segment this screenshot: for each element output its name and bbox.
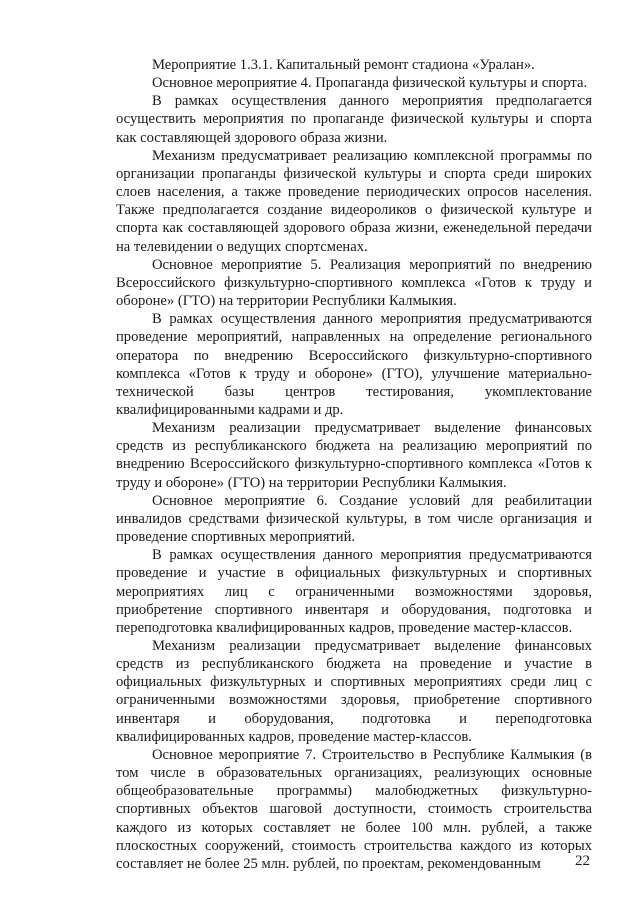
paragraph-event-1-3-1: Мероприятие 1.3.1. Капитальный ремонт стадиона «Уралан». [152, 57, 535, 73]
paragraph-main-event-5-heading: Основное мероприятие 5. Реализация мероприятий по внедрению Всероссийского физкультурно-спортивного комплекса «Готов к труду и обороне» (ГТО) на территории Республики Калмыкия. [116, 256, 592, 310]
document-body [116, 56, 592, 873]
paragraph-event-5-mechanism: Механизм реализации предусматривает выделение финансовых средств из республиканского бюджета на реализацию мероприятий по внедрению Всероссийского физкультурно-спортивного комплекса «Готов к труду и обороне» (ГТО) на территории Республики Калмыкия. [116, 420, 592, 491]
paragraph-event-5-scope: В рамках осуществления данного мероприятия предусматриваются проведение мероприятий, направленных на определение регионального оператора по внедрению Всероссийского физкультурно-спортивного комплекса «Готов к труду и обороне» (ГТО), улучшение материально-технической базы центров тестирования, укомплектование квалифицированными кадрами и др. [116, 311, 592, 418]
paragraph-main-event-6-heading: Основное мероприятие 6. Создание условий для реабилитации инвалидов средствами физической культуры, в том числе организация и проведение спортивных мероприятий. [116, 492, 592, 546]
paragraph-main-event-7-heading: Основное мероприятие 7. Строительство в Республике Калмыкия (в том числе в образовательных организациях, реализующих основные общеобразовательные программы) малобюджетных физкультурно-спортивных объектов шаговой доступности, стоимость строительства каждого из которых составляет не более 100 млн. рублей, а также плоскостных сооружений, стоимость строительства каждого из которых составляет не более 25 млн. рублей, по проектам, рекомендованным [116, 746, 592, 872]
paragraph-event-6-scope: В рамках осуществления данного мероприятия предусматриваются проведение и участие в официальных физкультурных и спортивных мероприятиях лиц с ограниченными возможностями здоровья, приобретение спортивного инвентаря и оборудования, подготовка и переподготовка квалифицированных кадров, проведение мастер-классов. [116, 547, 592, 636]
page-number: 22 [575, 853, 590, 869]
paragraph-event-4-mechanism: Механизм предусматривает реализацию комплексной программы по организации пропаганды физической культуры и спорта среди широких слоев населения, а также проведение периодических опросов населения. Также предполагается создание видеороликов о физической культуре и спорта как составляющей здорового образа жизни, еженедельной передачи на телевидении о ведущих спортсменах. [116, 147, 592, 255]
paragraph-event-4-scope: В рамках осуществления данного мероприятия предполагается осуществить мероприятия по пропаганде физической культуры и спорта как составляющей здорового образа жизни. [116, 93, 592, 146]
paragraph-main-event-4-heading: Основное мероприятие 4. Пропаганда физической культуры и спорта. [152, 75, 588, 92]
paragraph-event-6-mechanism: Механизм реализации предусматривает выделение финансовых средств из республиканского бюджета на проведение и участие в официальных физкультурных и спортивных мероприятиях среди лиц с ограниченными возможностями здоровья, приобретение спортивного инвентаря и оборудования, подготовка и переподготовка квалифицированных кадров, проведение мастер-классов. [116, 638, 592, 745]
